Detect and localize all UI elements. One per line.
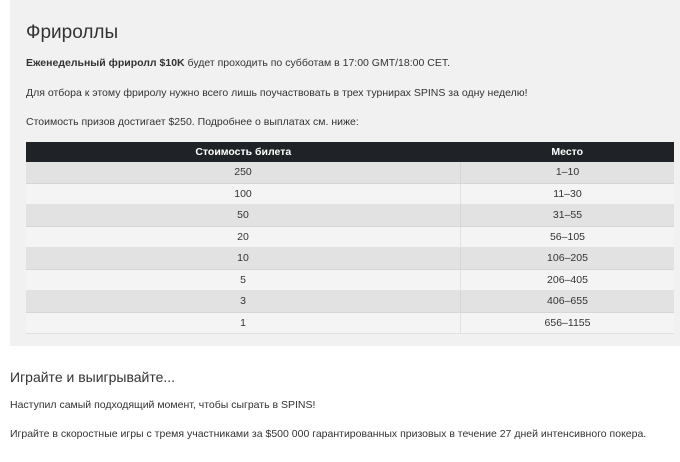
table-row: [26, 205, 674, 227]
play-line-1: Наступил самый подходящий момент, чтобы сыграть в SPINS!: [10, 399, 316, 411]
place-cell: 656–1155: [461, 312, 675, 334]
ticket-value-cell: 3: [26, 291, 461, 313]
table-row: [26, 226, 674, 248]
table-row: [26, 162, 674, 183]
table-row: [26, 291, 674, 313]
ticket-value-cell: 100: [26, 183, 461, 205]
freeroll-intro: [26, 57, 450, 69]
ticket-value-cell: 250: [26, 162, 461, 183]
table-row: [26, 269, 674, 291]
place-cell: 406–655: [461, 291, 675, 313]
ticket-value-cell: 1: [26, 312, 461, 334]
freeroll-intro-rest: будет проходить по субботам в 17:00 GMT/18:00 CET.: [184, 57, 450, 69]
ticket-value-cell: 20: [26, 226, 461, 248]
table-row: [26, 248, 674, 270]
ticket-value-cell: 10: [26, 248, 461, 270]
play-heading: Играйте и выигрывайте...: [10, 369, 176, 385]
freeroll-intro-bold: Еженедельный фриролл $10K: [26, 57, 185, 69]
prize-text: Стоимость призов достигает $250. Подробнее о выплатах см. ниже:: [26, 116, 359, 128]
place-cell: 31–55: [461, 205, 675, 227]
freerolls-section: [10, 0, 680, 346]
place-cell: 206–405: [461, 269, 675, 291]
header-ticket-value: Стоимость билета: [26, 142, 461, 162]
table-row: [26, 183, 674, 205]
header-place: Место: [461, 142, 675, 162]
table-header-row: [26, 142, 674, 162]
play-line-2: Играйте в скоростные игры с тремя участниками за $500 000 гарантированных призовых в течение 27 дней интенсивного покера.: [10, 428, 647, 440]
ticket-value-cell: 5: [26, 269, 461, 291]
freerolls-title: Фрироллы: [26, 22, 119, 43]
place-cell: 56–105: [461, 226, 675, 248]
qualify-text: Для отбора к этому фриролу нужно всего лишь поучаствовать в трех турнирах SPINS за одну неделю!: [26, 87, 528, 99]
payout-table: [26, 142, 674, 334]
place-cell: 11–30: [461, 183, 675, 205]
place-cell: 106–205: [461, 248, 675, 270]
place-cell: 1–10: [461, 162, 675, 183]
ticket-value-cell: 50: [26, 205, 461, 227]
table-row: [26, 312, 674, 334]
